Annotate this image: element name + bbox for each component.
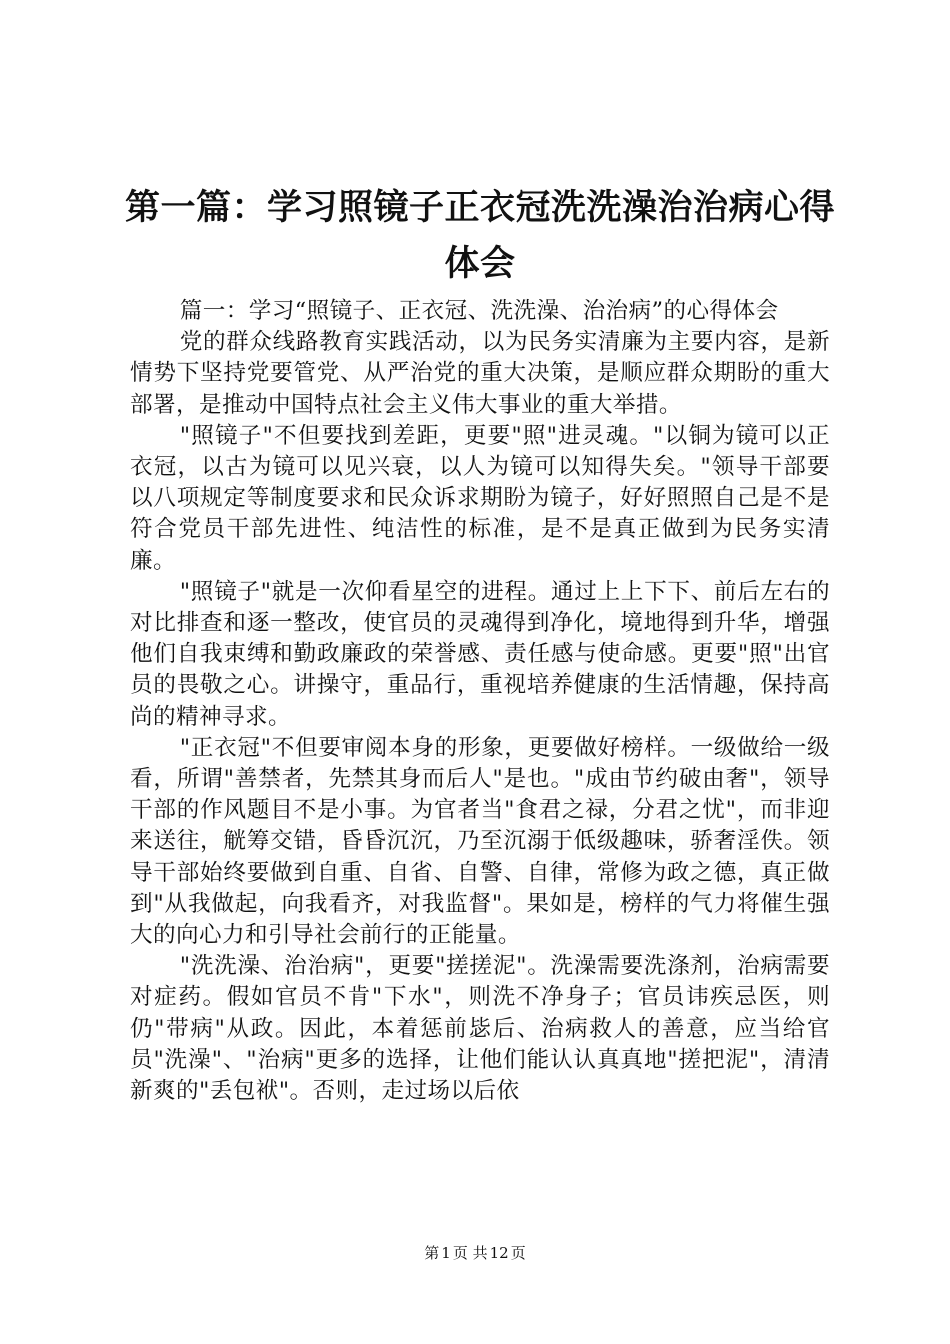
body-paragraph: "照镜子"就是一次仰看星空的进程。通过上上下下、前后左右的对比排查和逐一整改，使官员的灵魂得到净化，境地得到升华，增强他们自我束缚和勤政廉政的荣誉感、责任感与使命感。更要"照"出官员的畏敬之心。讲操守，重品行，重视培养健康的生活情趣，保持高尚的精神寻求。 [130,578,830,730]
page-total: 12 [489,1244,509,1262]
page-mid: 页 共 [452,1244,488,1262]
body-paragraph: 党的群众线路教育实践活动，以为民务实清廉为主要内容，是新情势下坚持党要管党、从严治党的重大决策，是顺应群众期盼的重大部署，是推动中国特点社会主义伟大事业的重大举措。 [130,329,830,418]
document-body [130,296,830,1107]
body-paragraph: "正衣冠"不但要审阅本身的形象，更要做好榜样。一级做给一级看，所谓"善禁者，先禁其身而后人"是也。"成由节约破由奢"，领导干部的作风题目不是小事。为官者当"食君之禄，分君之忧"，而非迎来送往，觥筹交错，昏昏沉沉，乃至沉溺于低级趣味，骄奢淫佚。领导干部始终要做到自重、自省、自警、自律，常修为政之德，真正做到"从我做起，向我看齐，对我监督"。果如是，榜样的气力将催生强大的向心力和引导社会前行的正能量。 [130,734,830,949]
page-footer [0,1243,950,1263]
page-prefix: 第 [424,1244,440,1262]
body-paragraph: "洗洗澡、治治病"，更要"搓搓泥"。洗澡需要洗涤剂，治病需要对症药。假如官员不肯"下水"，则洗不净身子；官员讳疾忌医，则仍"带病"从政。因此，本着惩前毖后、治病救人的善意，应当给官员"洗澡"、"治病"更多的选择，让他们能认认真真地"搓把泥"，清清新爽的"丢包袱"。否则，走过场以后依 [130,953,830,1105]
document-title: 第一篇：学习照镜子正衣冠洗洗澡治治病心得体会 [124,188,835,284]
body-paragraph: "照镜子"不但要找到差距，更要"照"进灵魂。"以铜为镜可以正衣冠，以古为镜可以见兴衰，以人为镜可以知得失矣。"领导干部要以八项规定等制度要求和民众诉求期盼为镜子，好好照照自己是不是符合党员干部先进性、纯洁性的标准，是不是真正做到为民务实清廉。 [130,422,830,574]
page-suffix: 页 [510,1244,526,1262]
subtitle-paragraph: 篇一：学习“照镜子、正衣冠、洗洗澡、治治病”的心得体会 [179,298,779,324]
page-number: 1 [441,1244,451,1262]
